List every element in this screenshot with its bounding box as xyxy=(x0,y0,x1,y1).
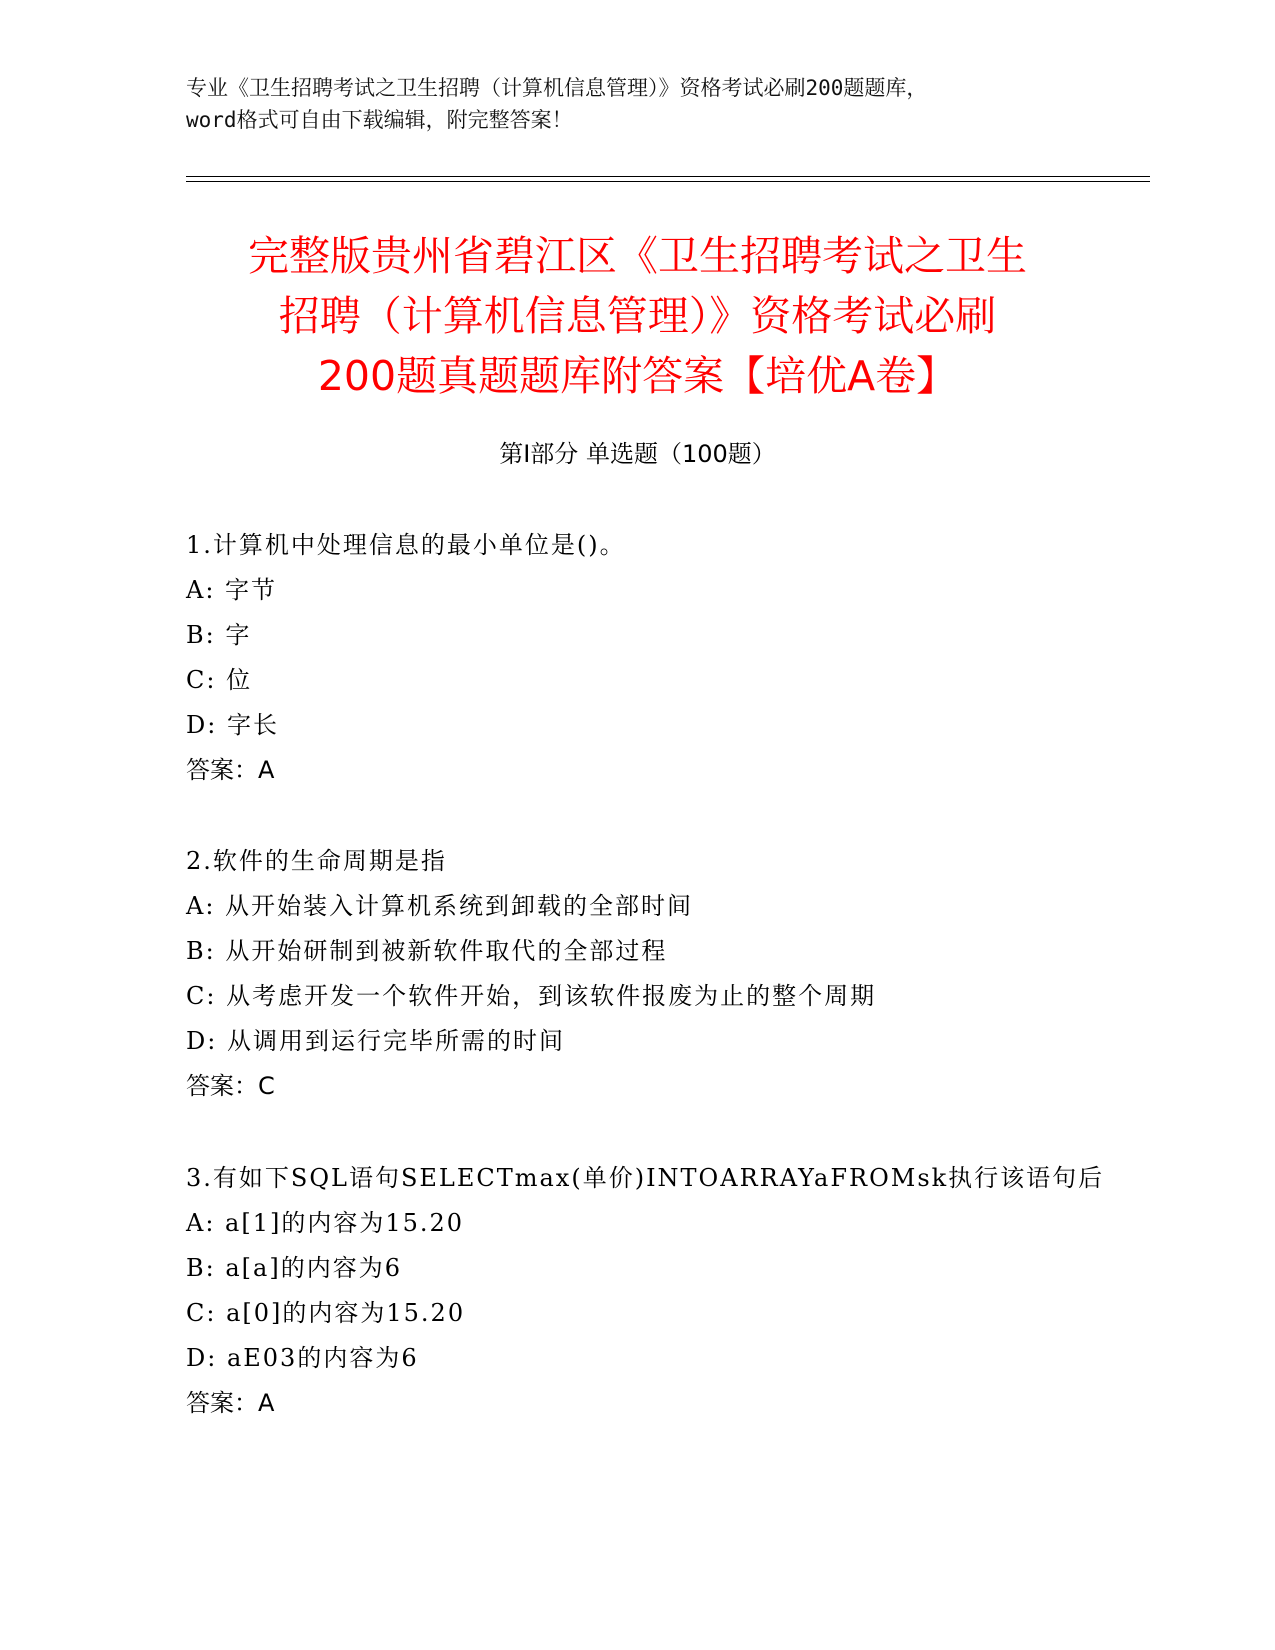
answer: 答案：A xyxy=(186,1389,275,1417)
option-d: D: 字长 xyxy=(186,711,279,739)
answer: 答案：A xyxy=(186,756,275,784)
option-d: D: aE03的内容为6 xyxy=(186,1344,419,1372)
option-c: C: 位 xyxy=(186,666,253,694)
option-a: A: a[1]的内容为15.20 xyxy=(186,1209,465,1237)
header-note xyxy=(186,72,1106,136)
option-a: A: 从开始装入计算机系统到卸载的全部时间 xyxy=(186,892,694,920)
header-note-line-1: 专业《卫生招聘考试之卫生招聘（计算机信息管理）》资格考试必刷200题题库， xyxy=(186,76,928,100)
header-divider-top xyxy=(186,176,1150,177)
question-stem: 3.有如下SQL语句SELECTmax(单价)INTOARRAYaFROMsk执行该语句后 xyxy=(186,1164,1105,1192)
title-line-2: 招聘（计算机信息管理）》资格考试必刷 xyxy=(278,292,997,340)
title-line-1: 完整版贵州省碧江区《卫生招聘考试之卫生 xyxy=(248,232,1027,280)
option-d: D: 从调用到运行完毕所需的时间 xyxy=(186,1027,565,1055)
header-note-line-2: word格式可自由下载编辑，附完整答案！ xyxy=(186,108,573,132)
title-line-3: 200题真题题库附答案【培优A卷】 xyxy=(317,352,958,400)
option-b: B: a[a]的内容为6 xyxy=(186,1254,402,1282)
question-1 xyxy=(186,523,1106,793)
answer: 答案：C xyxy=(186,1072,275,1100)
document-title xyxy=(130,226,1145,406)
header-divider-bottom xyxy=(186,181,1150,182)
option-b: B: 从开始研制到被新软件取代的全部过程 xyxy=(186,937,668,965)
option-b: B: 字 xyxy=(186,621,252,649)
section-heading: 第I部分 单选题（100题） xyxy=(499,440,776,468)
question-stem: 2.软件的生命周期是指 xyxy=(186,847,447,875)
question-stem: 1.计算机中处理信息的最小单位是()。 xyxy=(186,531,626,559)
question-3 xyxy=(186,1156,1106,1426)
question-2 xyxy=(186,839,1106,1109)
option-a: A: 字节 xyxy=(186,576,278,604)
option-c: C: a[0]的内容为15.20 xyxy=(186,1299,466,1327)
option-c: C: 从考虑开发一个软件开始，到该软件报废为止的整个周期 xyxy=(186,982,877,1010)
